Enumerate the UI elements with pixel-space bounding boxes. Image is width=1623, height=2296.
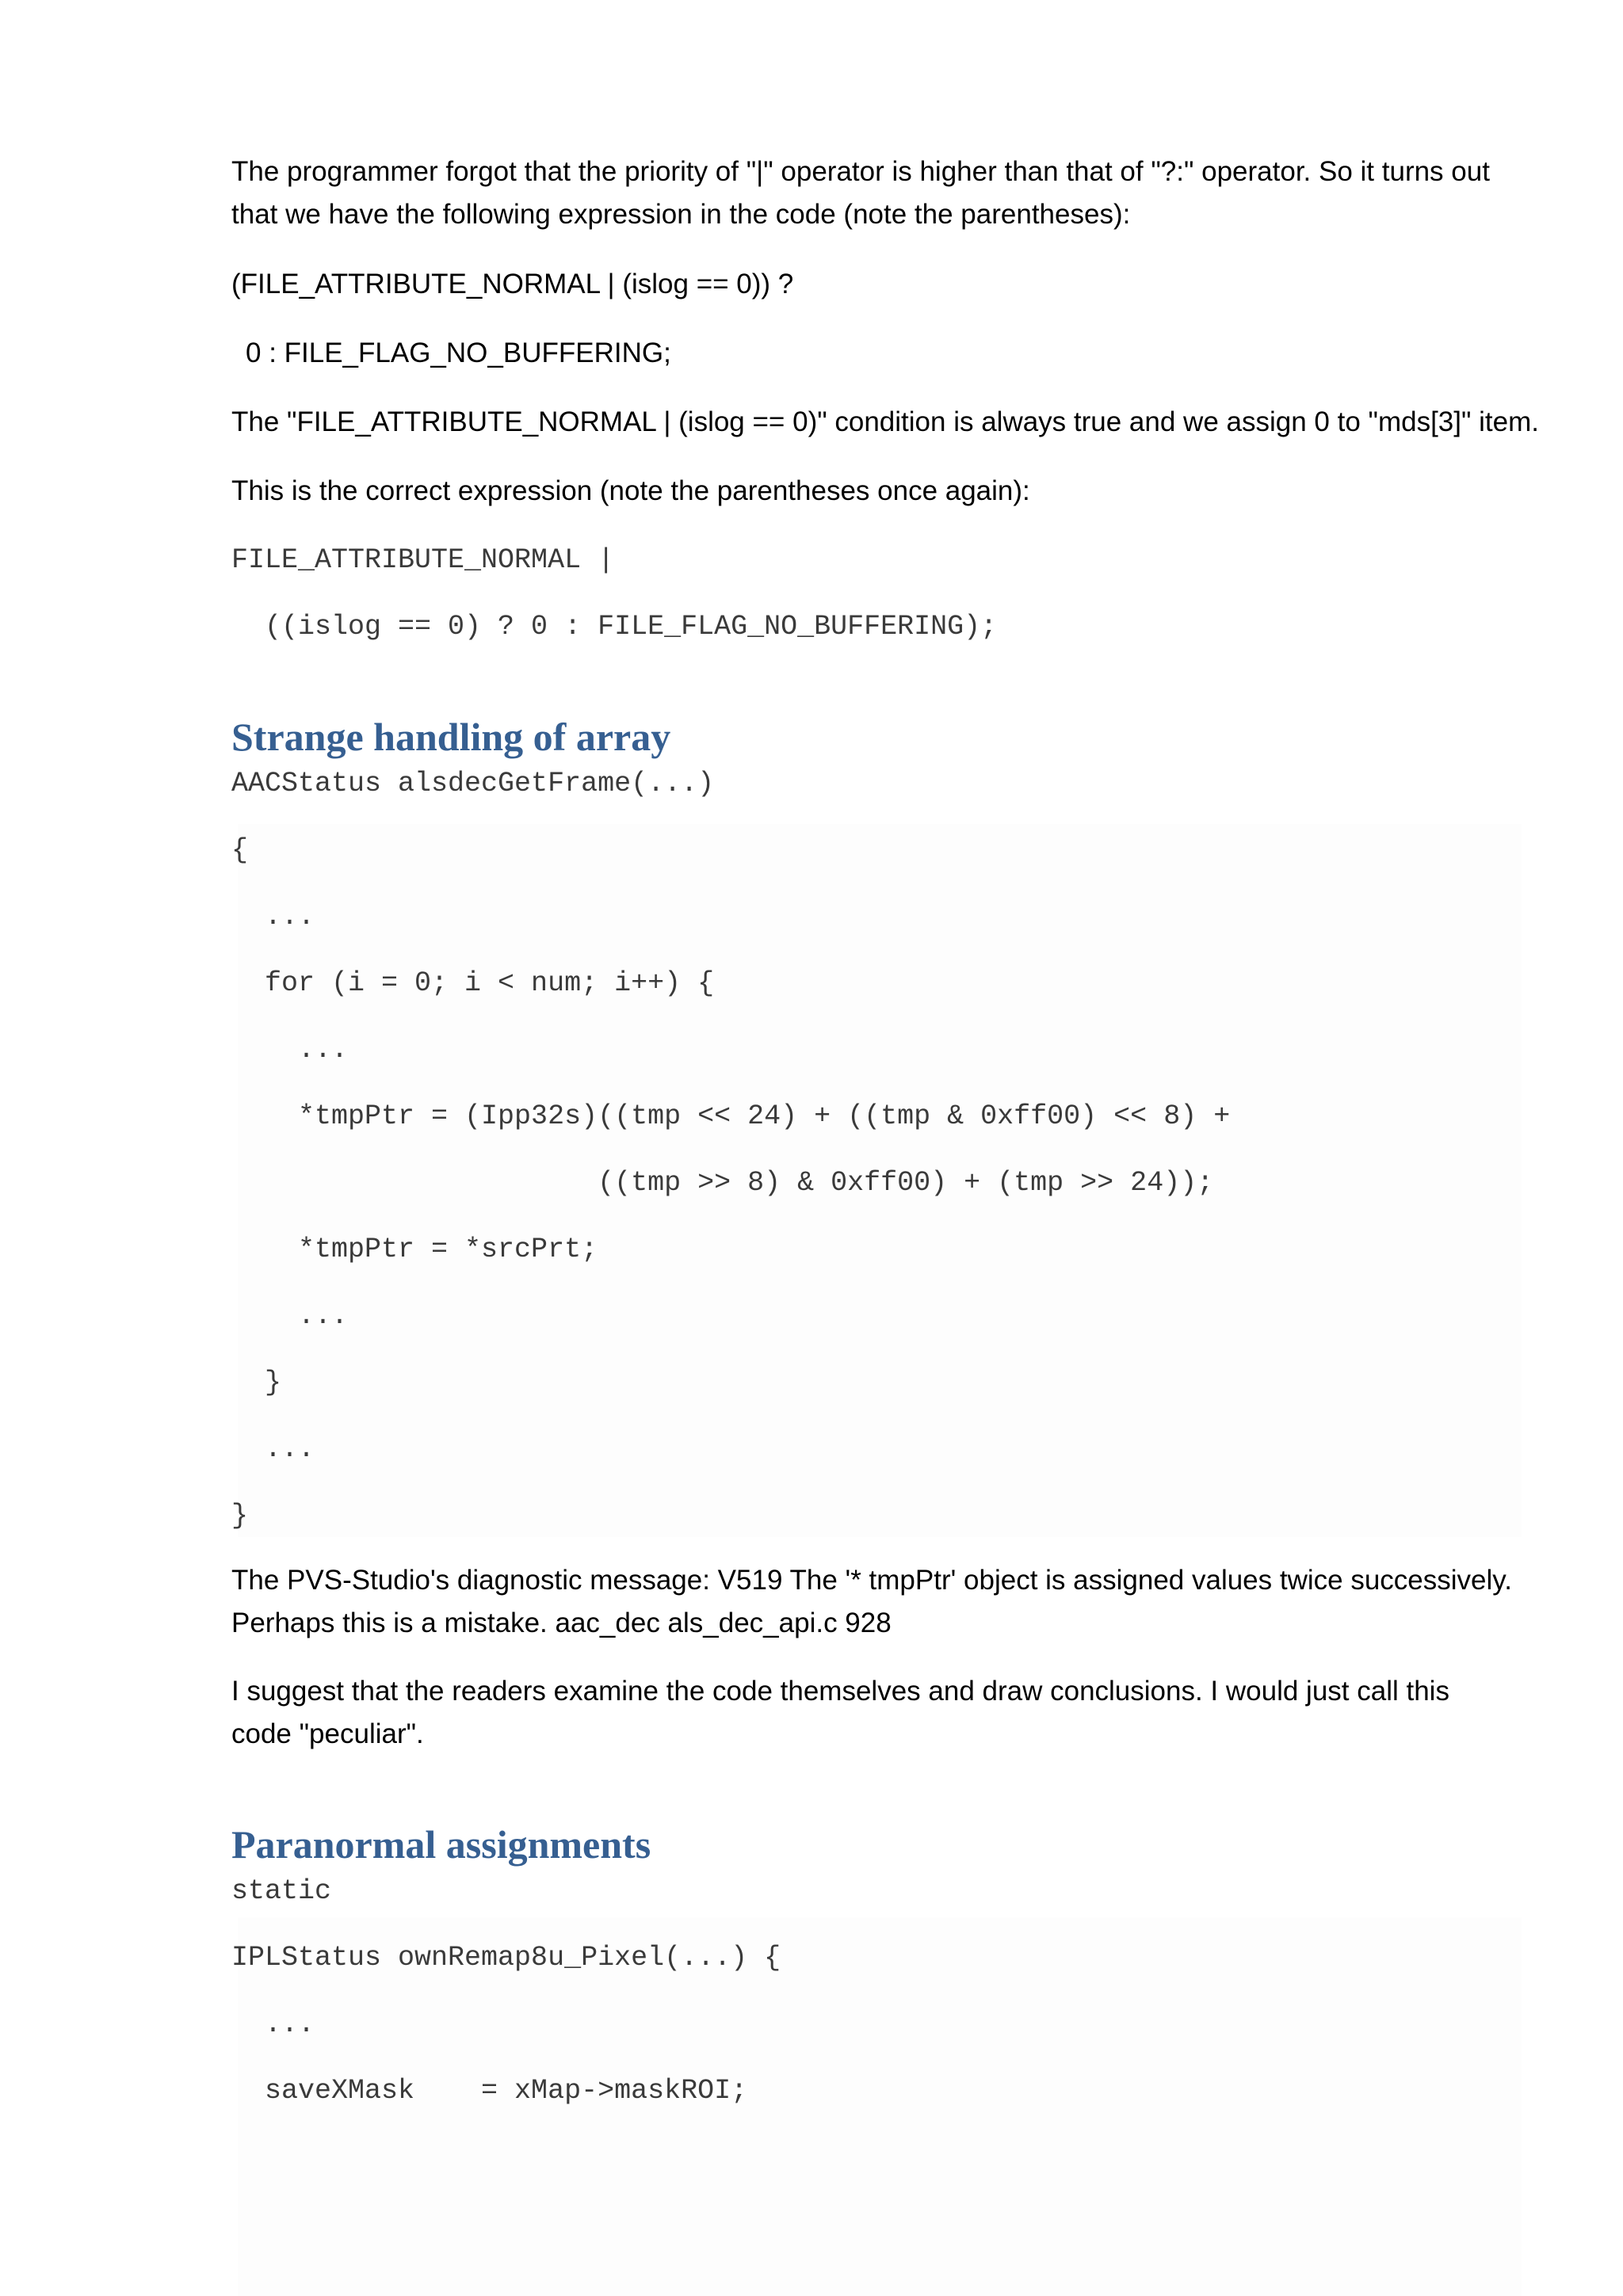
- code-line: ...: [231, 901, 315, 933]
- paragraph: This is the correct expression (note the parentheses once again):: [231, 475, 1030, 506]
- code-line: for (i = 0; i < num; i++) {: [231, 967, 715, 999]
- paragraph: The PVS-Studio's diagnostic message: V519 The '* tmpPtr' object is assigned values twice successively. Perhaps this is a mistake. aac_dec als_dec_api.c 928: [231, 1565, 1512, 1638]
- code-line: FILE_ATTRIBUTE_NORMAL |: [231, 544, 615, 576]
- code-line: IPLStatus ownRemap8u_Pixel(...) {: [231, 1942, 781, 1974]
- code-line: *tmpPtr = (Ipp32s)((tmp << 24) + ((tmp & 0xff00) << 8) +: [231, 1100, 1231, 1132]
- code-line: ((islog == 0) ? 0 : FILE_FLAG_NO_BUFFERING);: [231, 611, 998, 643]
- code-line: }: [231, 1367, 282, 1398]
- expression-line: 0 : FILE_FLAG_NO_BUFFERING;: [246, 338, 671, 368]
- code-line: ...: [231, 1034, 349, 1066]
- code-line: ...: [231, 2008, 315, 2040]
- code-line: saveXMask = xMap->maskROI;: [231, 2075, 748, 2107]
- paragraph: The "FILE_ATTRIBUTE_NORMAL | (islog == 0)" condition is always true and we assign 0 to "mds[3]" item.: [231, 406, 1539, 437]
- paragraph: The programmer forgot that the priority of "|" operator is higher than that of "?:" operator. So it turns out that we have the following expression in the code (note the parentheses):: [231, 156, 1490, 230]
- code-line: AACStatus alsdecGetFrame(...): [231, 768, 715, 799]
- expression-line: (FILE_ATTRIBUTE_NORMAL | (islog == 0)) ?: [231, 269, 794, 299]
- code-line: *tmpPtr = *srcPrt;: [231, 1234, 598, 1265]
- section-heading: Paranormal assignments: [231, 1822, 651, 1867]
- code-line: ...: [231, 1300, 349, 1332]
- code-line: }: [231, 1500, 249, 1531]
- code-line: ...: [231, 1433, 315, 1465]
- code-line: static: [231, 1875, 332, 1907]
- section-heading: Strange handling of array: [231, 715, 671, 759]
- code-line: {: [231, 834, 249, 866]
- code-line: ((tmp >> 8) & 0xff00) + (tmp >> 24));: [231, 1167, 1214, 1199]
- paragraph: I suggest that the readers examine the code themselves and draw conclusions. I would just call this code "peculiar".: [231, 1676, 1449, 1749]
